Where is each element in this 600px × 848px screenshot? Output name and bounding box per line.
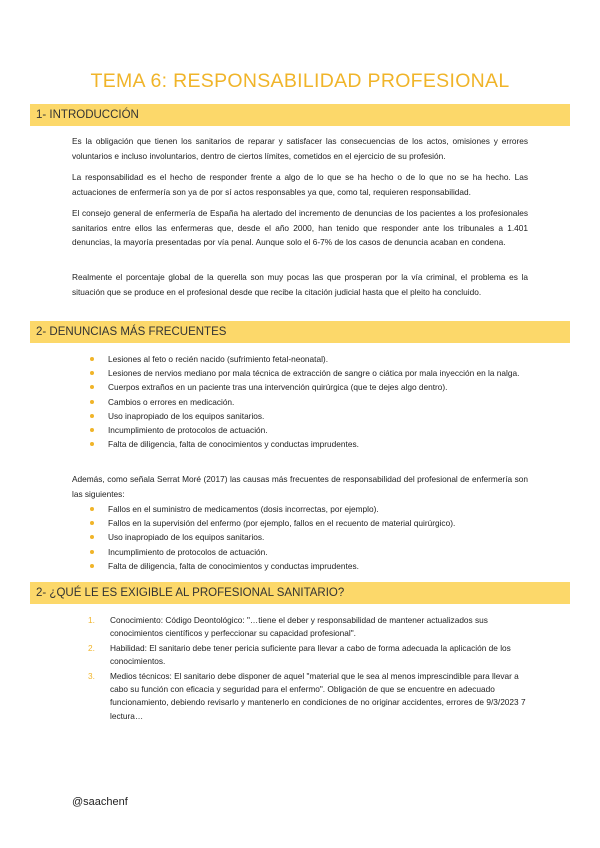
bullet-icon [90,507,94,511]
bullet-icon [90,400,94,404]
section-heading-denuncias: 2- DENUNCIAS MÁS FRECUENTES [30,321,570,343]
exigible-list [88,614,528,724]
list-item: Lesiones al feto o recién nacido (sufrimiento fetal-neonatal). [88,352,528,366]
causas-list [88,502,528,573]
list-item: Falta de diligencia, falta de conocimientos y conductas imprudentes. [88,559,528,573]
intro-paragraph-4: Realmente el porcentaje global de la querella son muy pocas las que prosperan por la vía criminal, el problema es la situación que se produce en el profesional desde que recibe la citación judicial hasta que el pleito ha concluido. [72,272,528,297]
page-title: TEMA 6: RESPONSABILIDAD PROFESIONAL [90,70,510,92]
bullet-icon [90,357,94,361]
bullet-icon [90,564,94,568]
bullet-icon [90,442,94,446]
list-item: Lesiones de nervios mediano por mala técnica de extracción de sangre o ciática por mala inyección en la nalga. [88,366,528,380]
denuncias-list [88,352,528,451]
list-item: Incumplimiento de protocolos de actuación. [88,423,528,437]
bullet-icon [90,385,94,389]
bullet-icon [90,535,94,539]
item-number: 1. [88,615,95,625]
item-number: 2. [88,642,95,653]
author-handle: @saachenf [72,796,128,808]
item-number: 3. [88,670,95,681]
list-item: 3. Medios técnicos: El sanitario debe disponer de aquel "material que le sea al menos imprescindible para llevar a cabo su función con eficacia y seguridad para el enfermo". Obligación de que se encuentre en adecuado funcionamiento, debiendo revisarlo y mantenerlo en condiciones de no originar accidentes, errores de 9/3/2023 7 lectura… [88,670,526,721]
list-item: Uso inapropiado de los equipos sanitarios. [88,409,528,423]
intro-paragraph-2: La responsabilidad es el hecho de responder frente a algo de lo que se ha hecho o de lo que no se ha hecho. Las actuaciones de enfermería son ya de por sí actos responsables ya que, como tal, requieren responsabilidad. [72,172,528,197]
bullet-icon [90,414,94,418]
intro-paragraph-3: El consejo general de enfermería de España ha alertado del incremento de denuncias de los pacientes a los profesionales sanitarios entre ellos las enfermeras que, desde el año 2000, han tenido que responder ante los tribunales a 1.401 denuncias, la mayoría presentadas por vía penal. Aunque solo el 6-7% de los casos de denuncia acaban en condena. [72,208,528,248]
bullet-icon [90,550,94,554]
bullet-icon [90,428,94,432]
section-heading-exigible: 2- ¿QUÉ LE ES EXIGIBLE AL PROFESIONAL SANITARIO? [30,582,570,604]
list-item: Fallos en la supervisión del enfermo (por ejemplo, fallos en el recuento de material quirúrgico). [88,516,528,530]
intro-paragraph-1: Es la obligación que tienen los sanitarios de reparar y satisfacer las consecuencias de los actos, omisiones y errores voluntarios e incluso involuntarios, dentro de ciertos límites, cometidos en el ejercicio de su profesión. [72,136,528,161]
list-item: Uso inapropiado de los equipos sanitarios. [88,530,528,544]
bullet-icon [90,521,94,525]
list-item: Falta de diligencia, falta de conocimientos y conductas imprudentes. [88,437,528,451]
list-item: Cambios o errores en medicación. [88,395,528,409]
list-item: Cuerpos extraños en un paciente tras una intervención quirúrgica (que te dejes algo dentro). [88,380,528,394]
list-item: 1. Conocimiento: Código Deontológico: "…tiene el deber y responsabilidad de mantener actualizados sus conocimientos científicos y perfeccionar su capacidad profesional". [88,615,488,639]
causas-paragraph: Además, como señala Serrat Moré (2017) las causas más frecuentes de responsabilidad del profesional de enfermería son las siguientes: [72,474,528,499]
list-item: Incumplimiento de protocolos de actuación. [88,545,528,559]
list-item: Fallos en el suministro de medicamentos (dosis incorrectas, por ejemplo). [88,502,528,516]
bullet-icon [90,371,94,375]
section-heading-introduccion: 1- INTRODUCCIÓN [30,104,570,126]
list-item: 2. Habilidad: El sanitario debe tener pericia suficiente para llevar a cabo de forma adecuada la aplicación de los conocimientos. [88,642,511,667]
